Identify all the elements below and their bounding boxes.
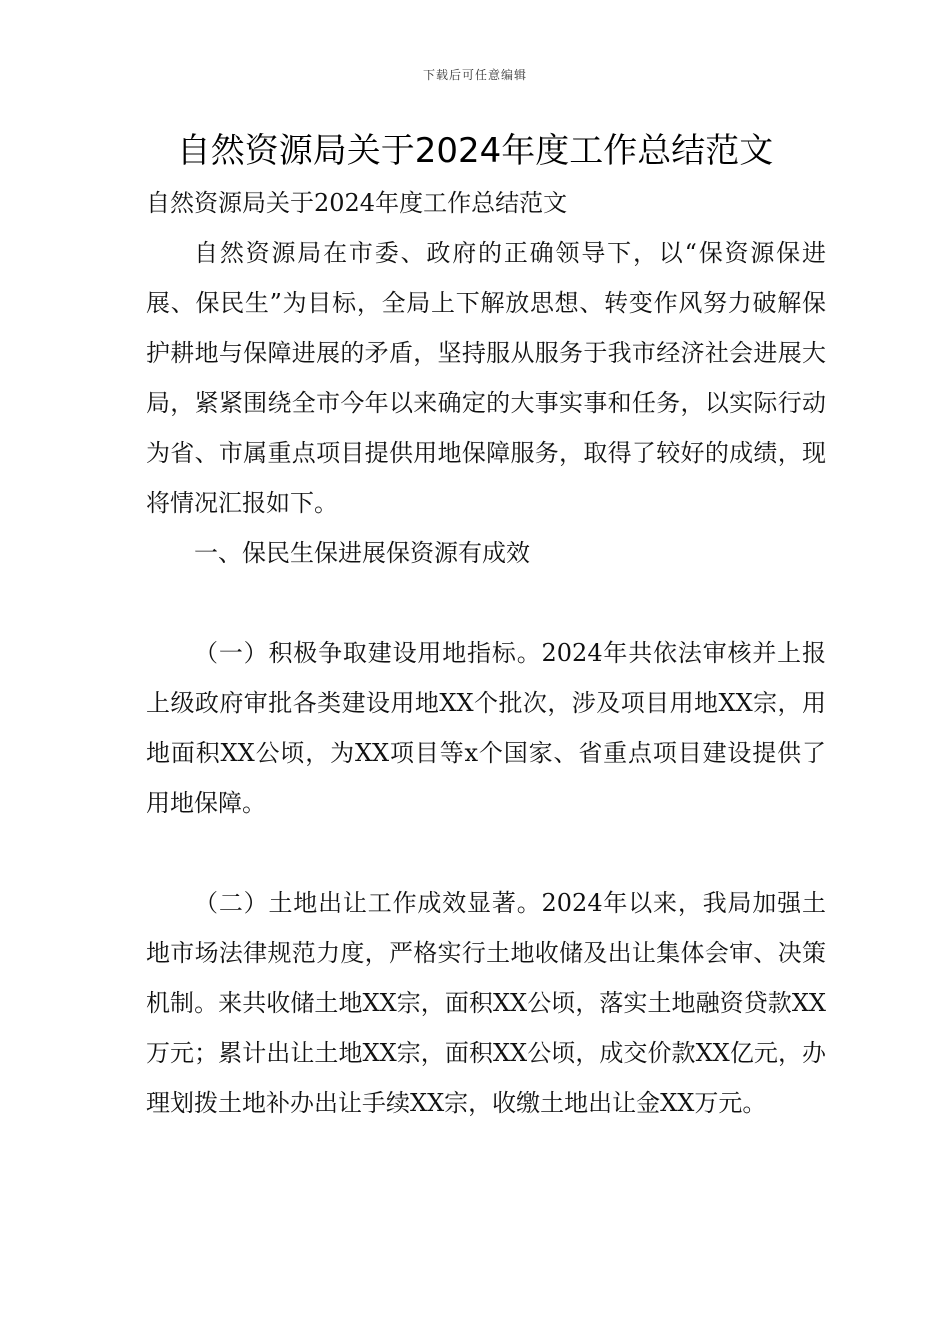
document-body xyxy=(146,178,826,1128)
document-subtitle: 自然资源局关于2024年度工作总结范文 xyxy=(146,189,568,217)
header-note: 下载后可任意编辑 xyxy=(422,68,527,82)
spacer xyxy=(146,828,826,878)
spacer xyxy=(146,578,826,628)
intro-paragraph: 自然资源局在市委、政府的正确领导下，以“保资源保进展、保民生”为目标，全局上下解放思想、转变作风努力破解保护耕地与保障进展的矛盾，坚持服从服务于我市经济社会进展大局，紧紧围绕全市今年以来确定的大事实事和任务，以实际行动为省、市属重点项目提供用地保障服务，取得了较好的成绩，现将情况汇报如下。 xyxy=(146,239,826,517)
item-paragraph-1: （一）积极争取建设用地指标。2024年共依法审核并上报上级政府审批各类建设用地XX个批次，涉及项目用地XX宗，用地面积XX公顷，为XX项目等x个国家、省重点项目建设提供了用地保障。 xyxy=(146,639,826,817)
section-heading-1: 一、保民生保进展保资源有成效 xyxy=(194,539,530,567)
item-paragraph-2: （二）土地出让工作成效显著。2024年以来，我局加强土地市场法律规范力度，严格实行土地收储及出让集体会审、决策机制。来共收储土地XX宗，面积XX公顷，落实土地融资贷款XX万元；累计出让土地XX宗，面积XX公顷，成交价款XX亿元，办理划拨土地补办出让手续XX宗，收缴土地出让金XX万元。 xyxy=(146,889,826,1117)
document-title: 自然资源局关于2024年度工作总结范文 xyxy=(176,131,774,171)
